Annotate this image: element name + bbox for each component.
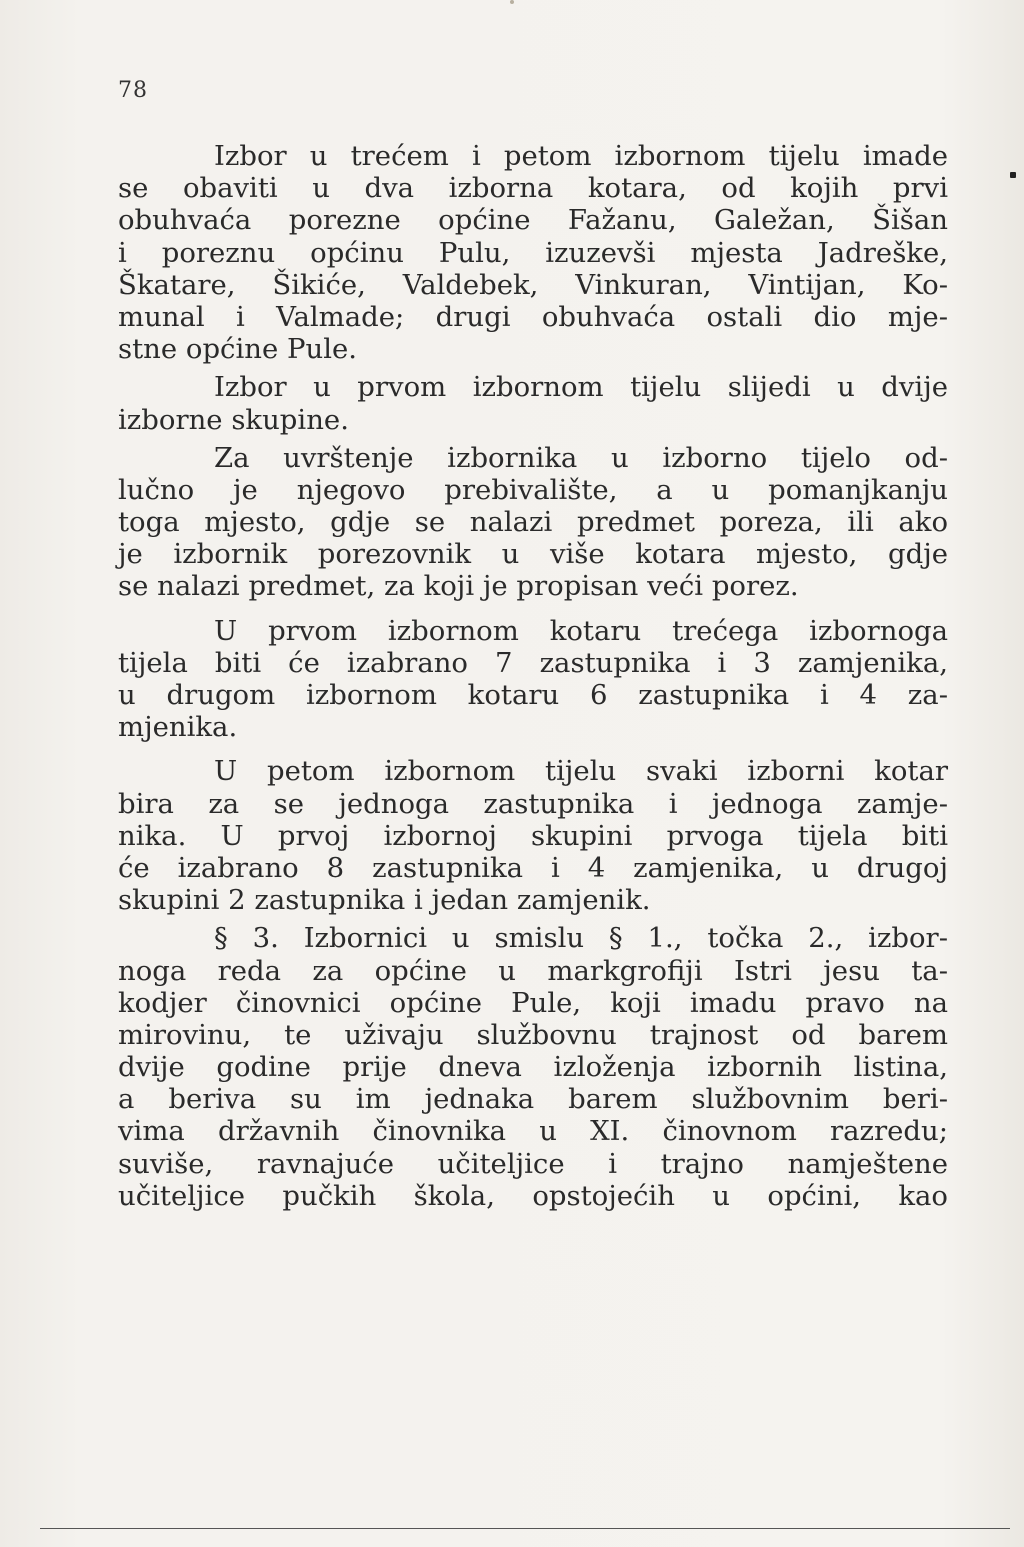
text-line: § 3. Izbornici u smislu § 1., točka 2., izbor- (214, 922, 948, 955)
text-line: stne općine Pule. (118, 333, 358, 366)
text-line: će izabrano 8 zastupnika i 4 zamjenika, u drugoj (118, 851, 948, 884)
text-line: noga reda za općine u markgrofiji Istri jesu ta- (118, 954, 948, 987)
text-line: Izbor u trećem i petom izbornom tijelu imade (214, 140, 948, 172)
text-line: tijela biti će izabrano 7 zastupnika i 3 zamjenika, (118, 646, 948, 679)
text-line: munal i Valmade; drugi obuhvaća ostali dio mje- (118, 300, 948, 333)
text-line: je izbornik porezovnik u više kotara mjesto, gdje (118, 538, 948, 571)
text-line: Škatare, Šikiće, Valdebek, Vinkuran, Vintijan, Ko- (118, 268, 948, 301)
scan-speck (510, 0, 514, 4)
text-line: i poreznu općinu Pulu, izuzevši mjesta Jadreške, (118, 236, 948, 269)
page-number: 78 (118, 78, 148, 103)
text-line: vima državnih činovnika u XI. činovnom razredu; (118, 1115, 948, 1148)
text-line: dvije godine prije dneva izloženja izbornih listina, (118, 1051, 948, 1084)
text-line: lučno je njegovo prebivalište, a u pomanjkanju (118, 473, 948, 506)
text-line: U petom izbornom tijelu svaki izborni kotar (214, 755, 948, 788)
text-line: kodjer činovnici općine Pule, koji imadu pravo na (118, 986, 948, 1019)
text-line: učiteljice pučkih škola, opstojećih u općini, kao (118, 1179, 948, 1212)
paragraph-gap (118, 603, 948, 615)
body-text (118, 140, 948, 1212)
text-line: Izbor u prvom izbornom tijelu slijedi u dvije (214, 371, 948, 404)
scan-edge-mark (1010, 172, 1016, 178)
text-line: skupini 2 zastupnika i jedan zamjenik. (118, 884, 651, 917)
text-line: Za uvrštenje izbornika u izborno tijelo od- (214, 441, 948, 474)
text-line: toga mjesto, gdje se nalazi predmet poreza, ili ako (118, 506, 948, 539)
text-line: mirovinu, te uživaju službovnu trajnost od barem (118, 1018, 948, 1051)
text-line: a beriva su im jednaka barem službovnim beri- (118, 1083, 948, 1116)
text-line: suviše, ravnajuće učiteljice i trajno namještene (118, 1147, 948, 1180)
paragraph-gap (118, 743, 948, 755)
text-line: mjenika. (118, 711, 238, 744)
text-line: u drugom izbornom kotaru 6 zastupnika i 4 za- (118, 679, 948, 711)
text-line: izborne skupine. (118, 403, 349, 436)
text-line: se nalazi predmet, za koji je propisan veći porez. (118, 570, 799, 603)
text-line: obuhvaća porezne općine Fažanu, Galežan, Šišan (118, 204, 948, 237)
footer-rule (40, 1528, 1010, 1529)
text-line: nika. U prvoj izbornoj skupini prvoga tijela biti (118, 819, 948, 852)
text-line: bira za se jednoga zastupnika i jednoga zamje- (118, 787, 948, 820)
text-line: se obaviti u dva izborna kotara, od kojih prvi (118, 172, 948, 205)
text-line: U prvom izbornom kotaru trećega izbornoga (214, 614, 948, 647)
